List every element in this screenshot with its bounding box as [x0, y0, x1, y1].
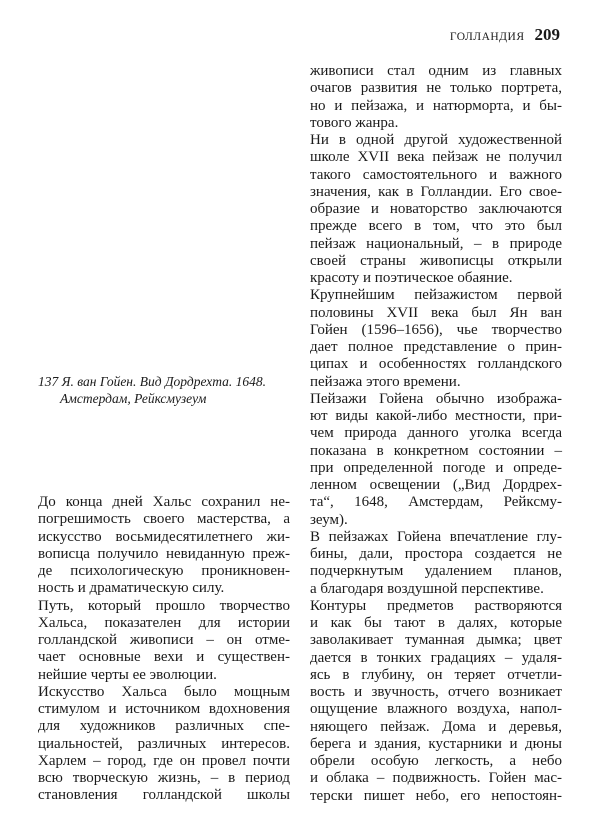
text-line: пейзажа этого времени.: [310, 373, 461, 390]
running-header: [450, 25, 560, 45]
paragraph: [38, 684, 290, 805]
text-line: Искусство Хальса было мощным: [38, 683, 290, 700]
left-text-column: [38, 494, 290, 805]
text-line: Хальса, показателен для истории: [38, 614, 290, 631]
text-line: вость и звучность, отчего возникает: [310, 684, 562, 700]
paragraph: [310, 598, 562, 805]
text-line: очагов развития не только портрета,: [310, 80, 562, 97]
text-line: Контуры предметов растворяются: [310, 597, 562, 614]
page-number: 209: [534, 25, 560, 44]
text-line: Харлем – город, где он провел почти: [38, 752, 290, 769]
text-line: живописи стал одним из главных: [310, 63, 562, 79]
text-line: дает полное представление о прин-: [310, 339, 562, 355]
text-line: циальностей, различных интересов.: [38, 735, 290, 752]
text-line: при определенной погоде и опреде-: [310, 459, 562, 476]
text-line: ность и драматическую силу.: [38, 580, 225, 597]
text-line: всю творческую жизнь, – в период: [38, 770, 290, 786]
text-line: показана в конкретном состоянии –: [310, 442, 562, 459]
text-line: и как бы тают в далях, которые: [310, 615, 562, 631]
paragraph: [310, 529, 562, 598]
text-line: До конца дней Хальс сохранил не-: [38, 494, 290, 510]
text-line: прежде всего в том, что это был: [310, 218, 562, 235]
text-line: чем природа данного уголка всегда: [310, 425, 562, 442]
text-line: зеум).: [310, 511, 348, 528]
text-line: ют виды какой-либо местности, при-: [310, 408, 562, 424]
text-line: Гойен (1596–1656), чье творчество: [310, 321, 562, 338]
paragraph: [310, 132, 562, 287]
text-line: а благодаря воздушной перспективе.: [310, 580, 544, 597]
text-line: няющего пейзаж. Дома и деревья,: [310, 718, 562, 735]
text-line: погрешимость своего мастерства, а: [38, 511, 290, 528]
caption-line: 137 Я. ван Гойен. Вид Дордрехта. 1648.: [38, 374, 267, 389]
paragraph: [38, 598, 290, 684]
text-line: ясь в глубину, он теряет отчетли-: [310, 666, 562, 683]
text-line: подчеркнутым удалением планов,: [310, 563, 562, 580]
paragraph: [310, 287, 562, 391]
text-line: значения, как в Голландии. Его свое-: [310, 183, 562, 200]
text-line: нейшие черты ее эволюции.: [38, 666, 217, 683]
text-line: школе XVII века пейзаж не получил: [310, 149, 562, 166]
text-line: пейзаж национальный, – в природе: [310, 235, 562, 252]
text-line: становления голландской школы: [38, 787, 290, 804]
text-line: и облака – подвижность. Гойен мас-: [310, 770, 562, 787]
text-line: половины XVII века был Ян ван: [310, 304, 562, 321]
figure-caption: [38, 373, 266, 407]
text-line: де психологическую проникновен-: [38, 563, 290, 579]
paragraph: [38, 494, 290, 598]
text-line: но и пейзажа, и натюрморта, и бы-: [310, 97, 562, 114]
text-line: красоту и поэтическое обаяние.: [310, 270, 513, 286]
text-line: чает основные вехи и существен-: [38, 649, 290, 666]
text-line: стимулом и источником вдохновения: [38, 701, 290, 717]
text-line: Ни в одной другой художественной: [310, 132, 562, 148]
text-line: своей страны живописцы открыли: [310, 252, 562, 269]
text-line: заволакивает туманная дымка; цвет: [310, 632, 562, 649]
text-line: искусство восьмидесятилетнего жи-: [38, 528, 290, 545]
text-line: вописца получило невиданную преж-: [38, 545, 290, 562]
section-title: ГОЛЛАНДИЯ: [449, 31, 525, 43]
paragraph: [310, 63, 562, 132]
text-line: голландской живописи – он отме-: [38, 632, 290, 648]
text-line: ципах и особенностях голландского: [310, 356, 562, 373]
text-line: обрели особую легкость, а небо: [310, 753, 562, 769]
text-line: Путь, который прошло творчество: [38, 597, 290, 614]
text-line: ощущение влажного воздуха, напол-: [310, 701, 562, 718]
text-line: образие и новаторство заключаются: [310, 201, 562, 217]
text-line: дается в тонких градациях – удаля-: [310, 649, 562, 666]
text-line: берега и здания, кустарники и дюны: [310, 735, 562, 752]
text-line: для художников различных спе-: [38, 718, 290, 735]
paragraph: [310, 391, 562, 529]
text-line: такого самостоятельного и важного: [310, 166, 562, 183]
text-line: терски пишет небо, его непостоян-: [310, 787, 562, 804]
text-line: ленном освещении („Вид Дордрех-: [310, 477, 562, 493]
text-line: Пейзажи Гойена обычно изобража-: [310, 390, 562, 407]
text-line: Крупнейшим пейзажистом первой: [310, 287, 562, 304]
text-line: бины, дали, простора создается не: [310, 546, 562, 562]
text-line: В пейзажах Гойена впечатление глу-: [310, 528, 562, 545]
text-line: та“, 1648, Амстердам, Рейксму-: [310, 494, 562, 511]
text-line: тового жанра.: [310, 114, 399, 131]
caption-line: Амстердам, Рейксмузеум: [60, 391, 207, 406]
right-text-column: [310, 63, 562, 805]
